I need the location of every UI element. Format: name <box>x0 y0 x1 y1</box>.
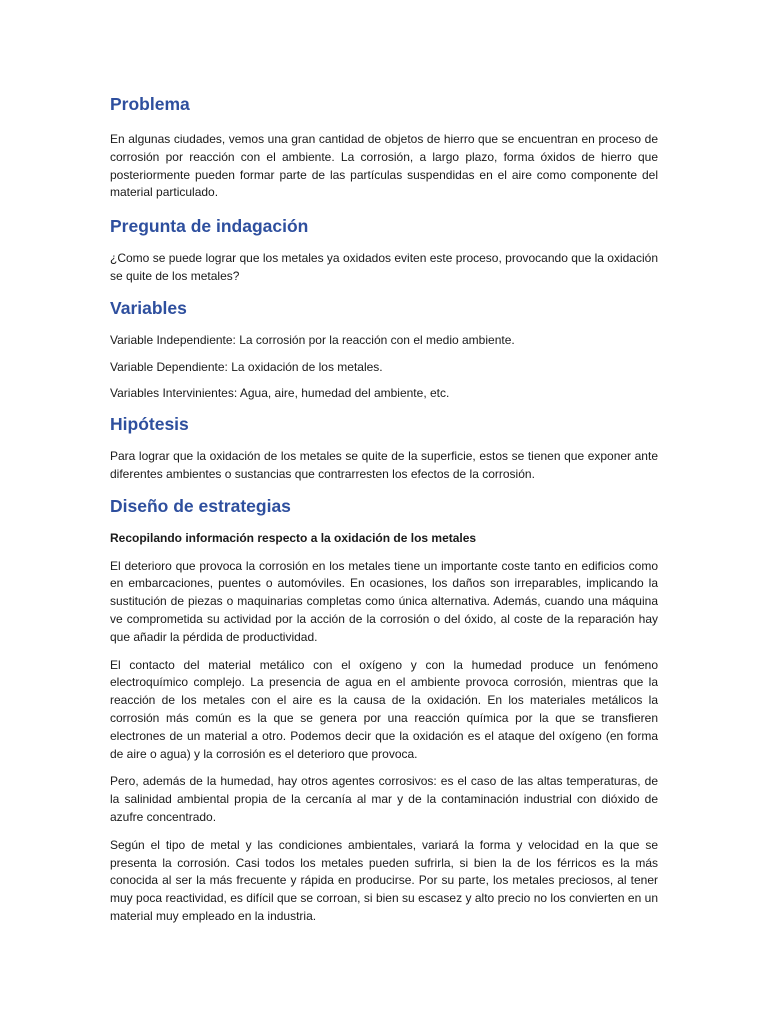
variable-independiente <box>110 332 658 350</box>
diseno-paragraph-1: El deterioro que provoca la corrosión en los metales tiene un importante coste tanto en edificios como en embarcaciones, puentes o automóviles. En ocasiones, los daños son irreparables, implicando la sustitución de piezas o maquinarias completas como única alternativa. Además, cuando una máquina ve comprometida su actividad por la acción de la corrosión o del óxido, al coste de la reparación hay que añadir la pérdida de productividad. <box>110 558 658 644</box>
variable-value: Agua, aire, humedad del ambiente, etc. <box>237 386 450 401</box>
variable-value: La oxidación de los metales. <box>227 359 383 374</box>
variable-value: La corrosión por la reacción con el medio ambiente. <box>235 332 515 347</box>
diseno-subheading: Recopilando información respecto a la oxidación de los metales <box>110 530 477 545</box>
diseno-paragraph-3: Pero, además de la humedad, hay otros agentes corrosivos: es el caso de las altas temperaturas, de la salinidad ambiental propia de la cercanía al mar y de la contaminación industrial con dióxido de azufre concentrado. <box>110 774 658 824</box>
variables-intervinientes <box>110 385 658 403</box>
heading-hipotesis: Hipótesis <box>110 414 189 435</box>
diseno-paragraph-4: Según el tipo de metal y las condiciones ambientales, variará la forma y velocidad en la que se presenta la corrosión. Casi todos los metales pueden sufrirla, si bien la de los férricos es la más conocida al ser la más frecuente y rápida en producirse. Por su parte, los metales preciosos, al tener muy poca reactividad, es difícil que se corroan, si bien su escasez y alto precio no los convierten en un material muy empleado en la industria. <box>110 837 658 923</box>
heading-pregunta: Pregunta de indagación <box>110 216 309 237</box>
pregunta-paragraph: ¿Como se puede lograr que los metales ya oxidados eviten este proceso, provocando que la oxidación se quite de los metales? <box>110 251 658 283</box>
variable-label: Variables Intervinientes: <box>110 386 238 401</box>
heading-diseno: Diseño de estrategias <box>110 495 291 516</box>
variable-dependiente <box>110 359 658 377</box>
variable-label: Variable Dependiente: <box>110 359 228 374</box>
diseno-paragraph-2: El contacto del material metálico con el oxígeno y con la humedad produce un fenómeno electroquímico complejo. La presencia de agua en el ambiente provoca corrosión, mientras que la reacción de los metales con el aire es la causa de la oxidación. En los materiales metálicos la corrosión más común es la que se genera por una reacción química por la que se transfieren electrones de un material a otro. Podemos decir que la oxidación es el ataque del oxígeno (en forma de aire o agua) y la corrosión es el deterioro que provoca. <box>110 657 658 761</box>
variable-label: Variable Independiente: <box>110 332 236 347</box>
problema-paragraph: En algunas ciudades, vemos una gran cantidad de objetos de hierro que se encuentran en proceso de corrosión por reacción con el ambiente. La corrosión, a largo plazo, forma óxidos de hierro que posteriormente pueden formar parte de las partículas suspendidas en el aire como componente del material particulado. <box>110 132 658 200</box>
document-page <box>110 88 658 926</box>
heading-variables: Variables <box>110 297 187 318</box>
heading-problema: Problema <box>110 94 190 114</box>
hipotesis-paragraph: Para lograr que la oxidación de los metales se quite de la superficie, estos se tienen que exponer ante diferentes ambientes o sustancias que contrarresten los efectos de la corrosión. <box>110 449 658 481</box>
